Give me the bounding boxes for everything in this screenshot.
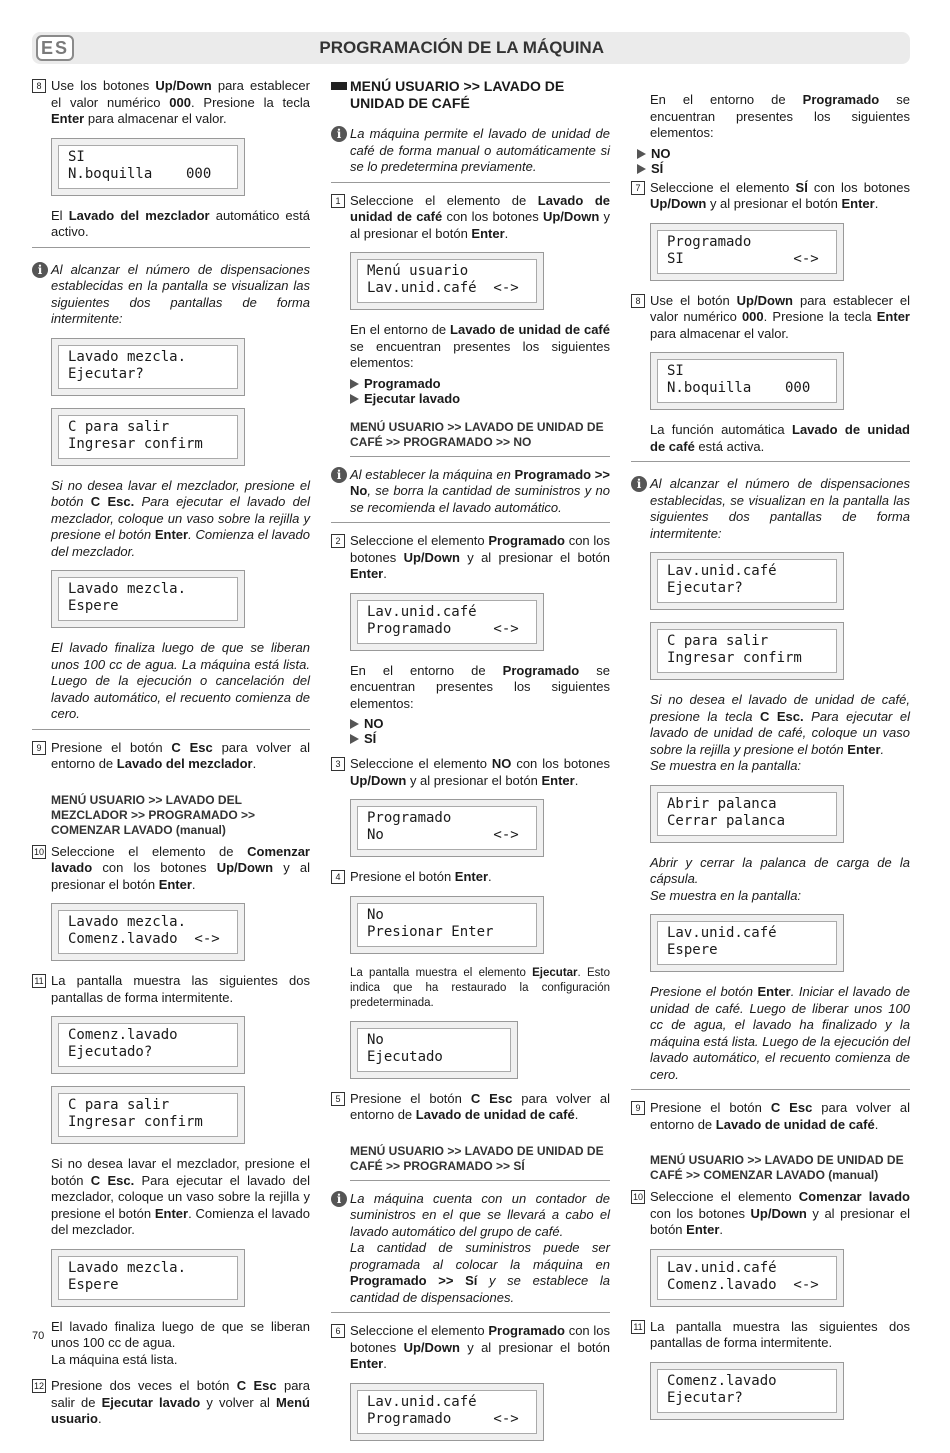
lcd-display: Menú usuario Lav.unid.café <-> [350, 252, 544, 310]
lcd-display: Lavado mezcla. Espere [51, 1249, 245, 1307]
step-11: 11 La pantalla muestra las siguientes dos pantallas de forma intermitente. [631, 1319, 910, 1352]
paragraph: En el entorno de Programado se encuentran presentes los siguientes elementos: [650, 92, 910, 140]
step-5: 5 Presione el botón C Esc para volver al entorno de Lavado de unidad de café. [331, 1091, 610, 1124]
info-note: i Al alcanzar el número de dispensaciones establecidas, se visualizan en la pantalla las siguientes dos pantallas de forma intermitente: [631, 472, 910, 542]
section-heading: MENÚ USUARIO >> LAVADO DE UNIDAD DE CAFÉ >> PROGRAMADO >> NO [350, 420, 610, 457]
lcd-display: C para salir Ingresar confirm [51, 408, 245, 466]
step-8: 8 Use el botón Up/Down para establecer el valor numérico 000. Presione la tecla Enter para almacenar el valor. [631, 293, 910, 343]
section-heading: MENÚ USUARIO >> LAVADO DE UNIDAD DE CAFÉ >> PROGRAMADO >> SÍ [350, 1144, 610, 1181]
element-list [350, 716, 610, 746]
element-list [637, 146, 910, 176]
list-item: SÍ [637, 161, 910, 176]
step-3: 3 Seleccione el elemento NO con los botones Up/Down y al presionar el botón Enter. [331, 756, 610, 789]
step-10: 10 Seleccione el elemento Comenzar lavado con los botones Up/Down y al presionar el botón Enter. [632, 1189, 910, 1237]
paragraph: La máquina está lista. [51, 1351, 178, 1367]
paragraph: La pantalla muestra el elemento Ejecutar. Esto indica que ha restaurado la configuración predeterminada. [350, 966, 610, 1009]
list-item: NO [637, 146, 910, 161]
lcd-display: SI N.boquilla 000 [51, 138, 245, 196]
lcd-display: Abrir palanca Cerrar palanca [650, 785, 844, 843]
info-note: i La máquina permite el lavado de unidad de café de forma manual o automáticamente si se lo predetermina previamente. [331, 122, 610, 183]
page-header [32, 32, 910, 64]
paragraph: En el entorno de Programado se encuentran presentes los siguientes elementos: [350, 662, 610, 711]
step-number: 8 [631, 294, 645, 308]
lcd-display: Lavado mezcla. Espere [51, 570, 245, 628]
step-number: 9 [32, 741, 46, 755]
list-item: Ejecutar lavado [350, 391, 610, 406]
column-3 [631, 92, 910, 1432]
step-number: 11 [32, 974, 46, 988]
lcd-display: C para salir Ingresar confirm [51, 1086, 245, 1144]
lcd-display: No Presionar Enter [350, 896, 544, 954]
step-number: 12 [33, 1381, 44, 1391]
section-title: MENÚ USUARIO >> LAVADO DE UNIDAD DE CAFÉ [350, 78, 610, 112]
step-7: 7 Seleccione el elemento SÍ con los botones Up/Down y al presionar el botón Enter. [631, 180, 910, 213]
step-number: 6 [331, 1324, 345, 1338]
paragraph: Si no desea lavar el mezclador, presione el botón C Esc. Para ejecutar el lavado del mezclador, coloque un vaso sobre la rejilla y presione el botón Enter. Comienza el lavado del mezclador. [51, 477, 310, 559]
step-number: 1 [331, 194, 345, 208]
info-icon: i [32, 262, 48, 278]
paragraph: La función automática Lavado de unidad de café está activa. [631, 422, 910, 462]
element-list [350, 376, 610, 406]
info-note: i Al alcanzar el número de dispensaciones establecidas en la pantalla se visualizan las siguientes dos pantallas de forma intermitente: [32, 258, 310, 328]
column-1 [32, 78, 310, 1438]
lcd-display: No Ejecutado [350, 1021, 518, 1079]
step-6: 6 Seleccione el elemento Programado con los botones Up/Down y al presionar el botón Enter. [331, 1323, 610, 1373]
paragraph: El lavado finaliza luego de que se liberan unos 100 cc de agua. La máquina está lista. Luego de la ejecución o cancelación del lavado automático, el recuento comienza de cero. [32, 640, 310, 730]
step-number: 10 [632, 1192, 643, 1202]
page-title: PROGRAMACIÓN DE LA MÁQUINA [319, 38, 604, 57]
lcd-display: Programado No <-> [350, 799, 544, 857]
lcd-display: Lav.unid.café Ejecutar? [650, 552, 844, 610]
lcd-display: Lavado mezcla. Ejecutar? [51, 338, 245, 396]
paragraph: Presione el botón Enter. Iniciar el lavado de unidad de café. Luego de liberar unos 100 cc de agua, el lavado ha finalizado y la máquina está lista. Luego de la ejecución del lavado automático, el recuento comienza de cero. [631, 984, 910, 1090]
step-number: 5 [331, 1092, 345, 1106]
section-heading: MENÚ USUARIO >> LAVADO DE UNIDAD DE CAFÉ >> COMENZAR LAVADO (manual) [650, 1153, 904, 1182]
step-number: 8 [32, 79, 46, 93]
step-12: 12 Presione dos veces el botón C Esc para salir de Ejecutar lavado y volver al Menú usuario. [33, 1378, 310, 1426]
lcd-display: Lavado mezcla. Comenz.lavado <-> [51, 903, 245, 961]
step-number: 7 [631, 181, 645, 195]
language-badge: ES [36, 35, 74, 61]
lcd-display: Comenz.lavado Ejecutar? [650, 1362, 844, 1420]
lcd-display: SI N.boquilla 000 [650, 352, 844, 410]
lcd-display: Programado SI <-> [650, 223, 844, 281]
info-note: i La máquina cuenta con un contador de suministros en el que se llevará a cabo el lavado automático del grupo de café. La cantidad de suministros puede ser programada al colocar la máquina en Programado >> Sí y se establece la cantidad de dispensaciones. [331, 1187, 610, 1314]
section-heading: MENÚ USUARIO >> LAVADO DEL MEZCLADOR >> PROGRAMADO >> COMENZAR LAVADO (manual) [51, 792, 256, 837]
step-9: 9 Presione el botón C Esc para volver al entorno de Lavado de unidad de café. [631, 1100, 910, 1133]
step-1: 1 Seleccione el elemento de Lavado de unidad de café con los botones Up/Down y al presionar el botón Enter. [331, 193, 610, 243]
paragraph: El lavado finaliza luego de que se liberan unos 100 cc de agua. [51, 1318, 310, 1350]
paragraph: El Lavado del mezclador automático está activo. [32, 208, 310, 248]
lcd-display: Lav.unid.café Comenz.lavado <-> [650, 1249, 844, 1307]
lcd-display: Lav.unid.café Espere [650, 914, 844, 972]
paragraph: En el entorno de Lavado de unidad de café se encuentran presentes los siguientes elementos: [350, 322, 610, 370]
step-number: 2 [331, 534, 345, 548]
lcd-display: Lav.unid.café Programado <-> [350, 593, 544, 651]
list-item: NO [350, 716, 610, 731]
step-4: 4 Presione el botón Enter. [331, 869, 610, 886]
step-2: 2 Seleccione el elemento Programado con los botones Up/Down y al presionar el botón Enter. [331, 533, 610, 583]
info-icon: i [631, 476, 647, 492]
step-9: 9 Presione el botón C Esc para volver al entorno de Lavado del mezclador. [32, 740, 310, 773]
lcd-display: Lav.unid.café Programado <-> [350, 1383, 544, 1441]
lcd-display: Comenz.lavado Ejecutado? [51, 1016, 245, 1074]
paragraph: Si no desea el lavado de unidad de café, presione la tecla C Esc. Para ejecutar el lavado de unidad de café, coloque un vaso sobre la rejilla y presione el botón Enter. [650, 692, 911, 757]
page-number: 70 [32, 1330, 45, 1342]
info-icon: i [331, 126, 347, 142]
paragraph: Si no desea lavar el mezclador, presione el botón C Esc. Para ejecutar el lavado del mezclador, coloque un vaso sobre la rejilla y presione el botón Enter. Comienza el lavado del mezclador. [51, 1156, 310, 1237]
section-bar-icon [331, 82, 347, 90]
step-11: 11 La pantalla muestra las siguientes dos pantallas de forma intermitente. [32, 973, 310, 1006]
paragraph: Se muestra en la pantalla: [650, 758, 802, 773]
list-item: SÍ [350, 731, 610, 746]
step-number: 11 [631, 1320, 645, 1334]
paragraph: Abrir y cerrar la palanca de carga de la cápsula. [650, 854, 910, 886]
step-number: 4 [331, 870, 345, 884]
step-number: 3 [331, 757, 345, 771]
list-item: Programado [350, 376, 610, 391]
info-icon: i [331, 467, 347, 483]
lcd-display: C para salir Ingresar confirm [650, 622, 844, 680]
info-note: i Al establecer la máquina en Programado >> No, se borra la cantidad de suministros y no se recomienda el lavado automático. [331, 463, 610, 524]
step-10: 10 Seleccione el elemento de Comenzar lavado con los botones Up/Down y al presionar el botón Enter. [33, 843, 311, 892]
step-number: 10 [33, 846, 44, 857]
paragraph: Se muestra en la pantalla: [650, 887, 802, 903]
column-2 [331, 78, 610, 1453]
step-number: 9 [631, 1101, 645, 1115]
step-8: 8 Use los botones Up/Down para establecer el valor numérico 000. Presione la tecla Enter para almacenar el valor. [32, 78, 310, 128]
info-icon: i [331, 1191, 347, 1207]
